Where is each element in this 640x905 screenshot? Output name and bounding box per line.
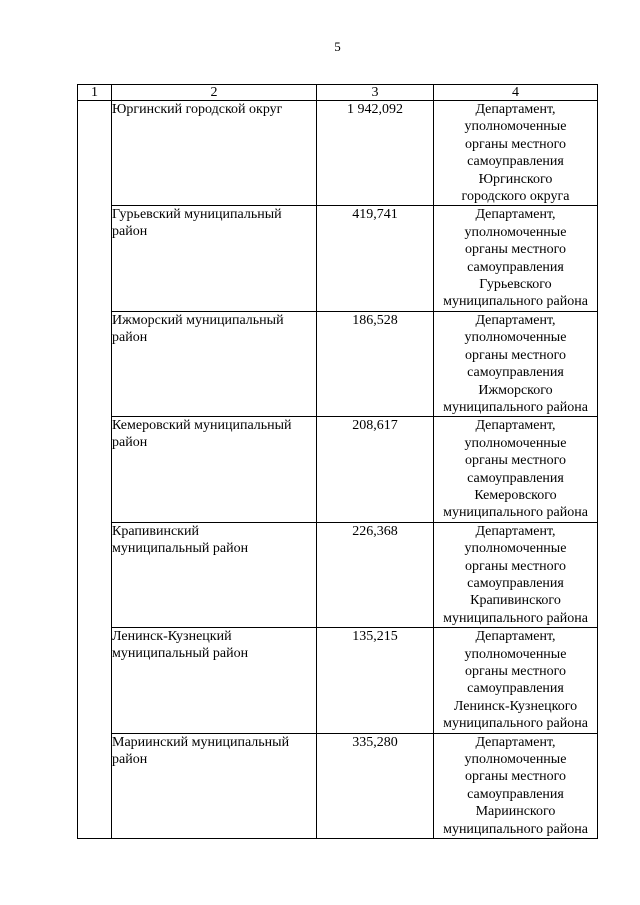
- amount-cell: 226,368: [317, 522, 434, 627]
- responsible-body-line: Департамент,: [475, 207, 556, 223]
- responsible-body-line: Юргинского: [478, 171, 553, 187]
- responsible-body-line: уполномоченные: [464, 646, 567, 662]
- responsible-body-cell: [434, 733, 598, 838]
- table-row: [78, 733, 598, 838]
- amount-cell: 186,528: [317, 311, 434, 416]
- territory-name-line: муниципальный район: [112, 646, 249, 662]
- responsible-body-line: Департамент,: [475, 312, 556, 328]
- territory-name-line: район: [112, 435, 148, 451]
- territory-name-line: Ижморский муниципальный: [112, 312, 284, 328]
- responsible-body-line: самоуправления: [467, 681, 564, 697]
- responsible-body-line: органы местного: [465, 664, 566, 679]
- responsible-body-line: Департамент,: [475, 418, 556, 434]
- responsible-body-line: уполномоченные: [464, 224, 567, 240]
- responsible-body-line: муниципального района: [443, 610, 588, 626]
- responsible-body-line: самоуправления: [467, 365, 564, 381]
- responsible-body-line: Ленинск-Кузнецкого: [453, 698, 578, 714]
- responsible-body-line: городского округа: [461, 189, 570, 205]
- responsible-body-line: муниципального района: [443, 821, 588, 837]
- territory-name-cell: [112, 733, 317, 838]
- responsible-body-line: уполномоченные: [464, 435, 567, 451]
- responsible-body-line: самоуправления: [467, 575, 564, 591]
- territory-name-line: муниципальный район: [112, 540, 249, 556]
- table-row: [78, 206, 598, 311]
- territory-name-cell: [112, 522, 317, 627]
- table-row: [78, 628, 598, 733]
- responsible-body-line: Департамент,: [475, 102, 556, 117]
- territory-name-line: Гурьевский муниципальный: [112, 207, 282, 223]
- responsible-body-line: муниципального района: [443, 294, 588, 310]
- table-header-row: [78, 85, 598, 101]
- territory-name-line: Юргинский городской округ: [112, 102, 283, 117]
- responsible-body-line: органы местного: [465, 242, 566, 258]
- responsible-body-line: Крапивинского: [470, 593, 561, 609]
- responsible-body-cell: [434, 628, 598, 733]
- responsible-body-line: самоуправления: [467, 154, 564, 170]
- responsible-body-line: Кемеровского: [474, 487, 557, 503]
- territory-name-line: Ленинск-Кузнецкий: [112, 629, 232, 645]
- territory-name-line: район: [112, 224, 148, 240]
- responsible-body-line: органы местного: [465, 136, 566, 152]
- allocation-table: [77, 84, 598, 839]
- amount-cell: 1 942,092: [317, 101, 434, 206]
- responsible-body-line: самоуправления: [467, 786, 564, 802]
- responsible-body-cell: [434, 311, 598, 416]
- responsible-body-cell: [434, 206, 598, 311]
- row-number-cell: [78, 101, 112, 839]
- amount-cell: 335,280: [317, 733, 434, 838]
- territory-name-cell: [112, 417, 317, 522]
- territory-name-line: Крапивинский: [112, 523, 199, 539]
- responsible-body-line: уполномоченные: [464, 541, 567, 557]
- responsible-body-line: Мариинского: [475, 804, 556, 820]
- responsible-body-line: уполномоченные: [464, 330, 567, 346]
- responsible-body-cell: [434, 101, 598, 206]
- responsible-body-line: Департамент,: [475, 734, 556, 750]
- column-header-3: 3: [317, 85, 434, 101]
- responsible-body-line: органы местного: [465, 347, 566, 363]
- responsible-body-line: органы местного: [465, 769, 566, 785]
- table-row: [78, 311, 598, 416]
- territory-name-line: район: [112, 329, 148, 345]
- column-header-1: 1: [78, 85, 112, 101]
- responsible-body-line: муниципального района: [443, 716, 588, 732]
- territory-name-cell: [112, 206, 317, 311]
- territory-name-cell: [112, 311, 317, 416]
- responsible-body-line: органы местного: [465, 558, 566, 574]
- responsible-body-line: Гурьевского: [479, 277, 552, 293]
- territory-name-cell: [112, 101, 317, 206]
- territory-name-line: район: [112, 751, 148, 767]
- table-body: [78, 101, 598, 839]
- table-row: [78, 417, 598, 522]
- amount-cell: 208,617: [317, 417, 434, 522]
- responsible-body-line: самоуправления: [467, 259, 564, 275]
- responsible-body-line: Департамент,: [475, 523, 556, 539]
- page-number: 5: [334, 39, 341, 54]
- territory-name-line: Мариинский муниципальный: [112, 734, 290, 750]
- territory-name-line: Кемеровский муниципальный: [112, 418, 292, 434]
- territory-name-cell: [112, 628, 317, 733]
- column-header-4: 4: [434, 85, 598, 101]
- responsible-body-cell: [434, 522, 598, 627]
- responsible-body-line: уполномоченные: [464, 119, 567, 135]
- responsible-body-line: уполномоченные: [464, 752, 567, 768]
- responsible-body-line: муниципального района: [443, 399, 588, 415]
- responsible-body-line: самоуправления: [467, 470, 564, 486]
- responsible-body-line: органы местного: [465, 453, 566, 469]
- responsible-body-line: Ижморского: [478, 382, 553, 398]
- table-row: [78, 522, 598, 627]
- column-header-2: 2: [112, 85, 317, 101]
- responsible-body-line: муниципального района: [443, 505, 588, 521]
- amount-cell: 419,741: [317, 206, 434, 311]
- table-row: [78, 101, 598, 206]
- responsible-body-cell: [434, 417, 598, 522]
- responsible-body-line: Департамент,: [475, 629, 556, 645]
- amount-cell: 135,215: [317, 628, 434, 733]
